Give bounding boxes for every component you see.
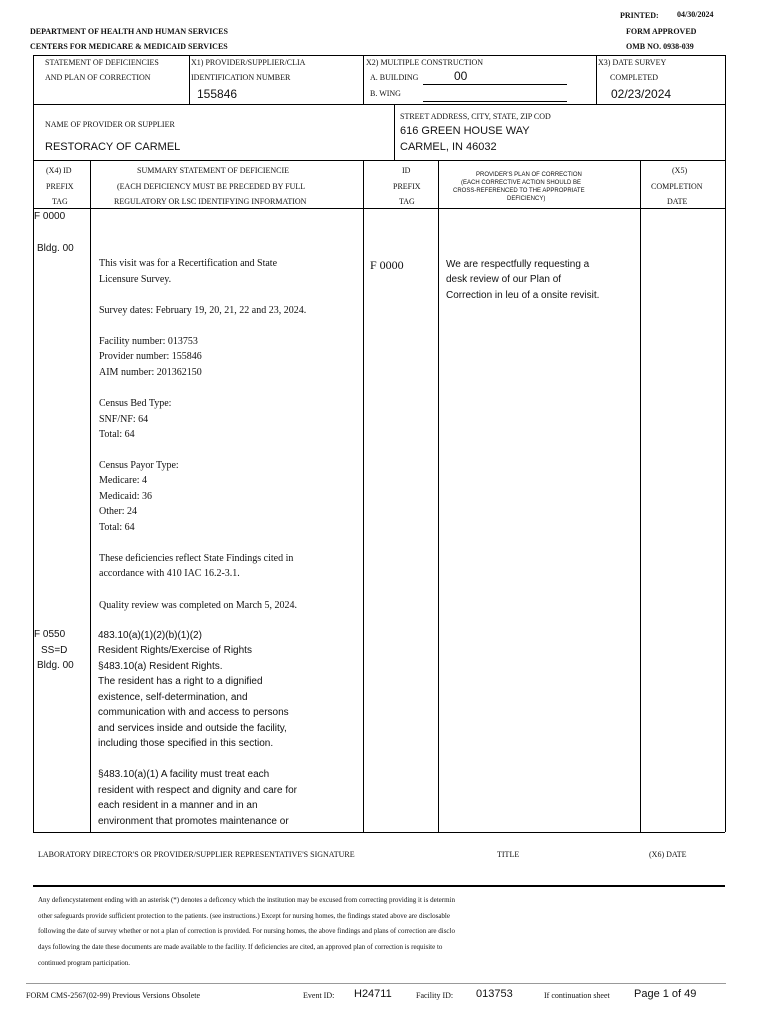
- event-id-value: H24711: [354, 988, 392, 1000]
- plan-header-2: (EACH CORRECTIVE ACTION SHOULD BE: [461, 180, 582, 186]
- plan-header-1: PROVIDER'S PLAN OF CORRECTION: [476, 172, 582, 178]
- id-header-3: TAG: [399, 197, 415, 206]
- cms-title: CENTERS FOR MEDICARE & MEDICAID SERVICES: [30, 42, 228, 51]
- id-header-1: ID: [402, 166, 411, 175]
- x1-label-1: X1) PROVIDER/SUPPLIER/CLIA: [191, 58, 306, 67]
- statement-label-1: STATEMENT OF DEFICIENCIES: [45, 58, 159, 67]
- regulation-line-9: §483.10(a)(1) A facility must treat each: [98, 769, 270, 780]
- x3-label: X3) DATE SURVEY: [598, 58, 667, 67]
- address-label: STREET ADDRESS, CITY, STATE, ZIP COD: [400, 112, 551, 121]
- survey-dates: Survey dates: February 19, 20, 21, 22 and 23, 2024.: [99, 305, 307, 316]
- tag-f0000-right: F 0000: [370, 258, 404, 272]
- page-number: Page 1 of 49: [634, 988, 697, 1000]
- x4-header-3: TAG: [52, 197, 68, 206]
- x1-label-2: IDENTIFICATION NUMBER: [191, 73, 291, 82]
- footer-divider: [26, 983, 726, 984]
- facility-id-value: 013753: [476, 988, 513, 1000]
- statement-label-2: AND PLAN OF CORRECTION: [45, 73, 151, 82]
- regulation-line-2: Resident Rights/Exercise of Rights: [98, 645, 252, 656]
- signature-date-label: (X6) DATE: [649, 850, 687, 859]
- census-bed-label: Census Bed Type:: [99, 398, 172, 409]
- x5-header-1: (X5): [672, 166, 688, 175]
- regulation-line-10: resident with respect and dignity and care for: [98, 785, 297, 796]
- regulation-line-1: 483.10(a)(1)(2)(b)(1)(2): [98, 630, 202, 641]
- disclaimer-line-5: continued program participation.: [38, 959, 130, 967]
- x4-header-1: (X4) ID: [46, 166, 72, 175]
- plan-header-3: CROSS-REFERENCED TO THE APPROPRIATE: [453, 188, 585, 194]
- snf-count: SNF/NF: 64: [99, 414, 149, 425]
- disclaimer-line-4: days following the date these documents are made available to the facility. If deficiencies are cited, an approved plan of correction is requisite to: [38, 943, 443, 951]
- bed-total: Total: 64: [99, 429, 135, 440]
- survey-date-value: 02/23/2024: [611, 87, 672, 101]
- census-payor-label: Census Payor Type:: [99, 460, 179, 471]
- regulation-line-4: The resident has a right to a dignified: [98, 676, 263, 687]
- form-number: FORM CMS-2567(02-99) Previous Versions Obsolete: [26, 991, 201, 1000]
- printed-date: 04/30/2024: [677, 10, 714, 19]
- wing-label: B. WING: [370, 89, 401, 98]
- omb-number: OMB NO. 0938-039: [626, 42, 694, 51]
- facility-number: Facility number: 013753: [99, 336, 198, 347]
- event-id-label: Event ID:: [303, 991, 335, 1000]
- disclaimer-line-2: other safeguards provide sufficient protection to the patients. (see instructions.) Except for nursing homes, the findings stated above are disclosable: [38, 912, 450, 920]
- tag-f0550: F 0550: [34, 629, 66, 640]
- plan-line-1: We are respectfully requesting a: [446, 259, 590, 270]
- form-approved: FORM APPROVED: [626, 27, 697, 36]
- building-tag-1: Bldg. 00: [37, 243, 74, 254]
- facility-id-label: Facility ID:: [416, 991, 454, 1000]
- completed-label: COMPLETED: [610, 73, 658, 82]
- visit-line-2: Licensure Survey.: [99, 274, 172, 285]
- title-label: TITLE: [497, 850, 520, 859]
- x5-header-3: DATE: [667, 197, 688, 206]
- regulation-line-3: §483.10(a) Resident Rights.: [98, 661, 223, 672]
- plan-line-3: Correction in leu of a onsite revisit.: [446, 290, 600, 301]
- findings-line-1: These deficiencies reflect State Findings cited in: [99, 553, 294, 564]
- regulation-line-8: including those specified in this section.: [98, 738, 274, 749]
- address-line-1: 616 GREEN HOUSE WAY: [400, 125, 530, 137]
- disclaimer-line-3: following the date of survey whether or not a plan of correction is provided. For nursing homes, the above findings and plans of correction are disclo: [38, 927, 455, 935]
- tag-f0000-left: F 0000: [34, 211, 66, 222]
- disclaimer-line-1: Any defiencystatement ending with an asterisk (*) denotes a deficency which the institution may be excused from correcting providing it is determin: [38, 896, 455, 904]
- signature-label: LABORATORY DIRECTOR'S OR PROVIDER/SUPPLIER REPRESENTATIVE'S SIGNATURE: [38, 850, 355, 859]
- regulation-line-12: environment that promotes maintenance or: [98, 816, 289, 827]
- department-title: DEPARTMENT OF HEALTH AND HUMAN SERVICES: [30, 27, 228, 36]
- x4-header-2: PREFIX: [46, 182, 74, 191]
- x2-label: X2) MULTIPLE CONSTRUCTION: [366, 58, 484, 67]
- payor-total: Total: 64: [99, 522, 135, 533]
- building-value: 00: [454, 69, 468, 83]
- quality-review: Quality review was completed on March 5, 2024.: [99, 600, 298, 611]
- visit-line-1: This visit was for a Recertification and State: [99, 258, 278, 269]
- provider-name-value: RESTORACY OF CARMEL: [45, 141, 181, 153]
- regulation-line-6: communication with and access to persons: [98, 707, 289, 718]
- medicaid-count: Medicaid: 36: [99, 491, 153, 502]
- summary-header-1: SUMMARY STATEMENT OF DEFICIENCIE: [137, 166, 290, 175]
- medicare-count: Medicare: 4: [99, 475, 148, 486]
- regulation-line-5: existence, self-determination, and: [98, 692, 248, 703]
- signature-divider: [33, 885, 725, 887]
- other-count: Other: 24: [99, 506, 138, 517]
- summary-header-3: REGULATORY OR LSC IDENTIFYING INFORMATION: [114, 197, 307, 206]
- findings-line-2: accordance with 410 IAC 16.2-3.1.: [99, 568, 240, 579]
- plan-line-2: desk review of our Plan of: [446, 274, 562, 285]
- provider-name-label: NAME OF PROVIDER OR SUPPLIER: [45, 120, 175, 129]
- x5-header-2: COMPLETION: [651, 182, 703, 191]
- regulation-line-11: each resident in a manner and in an: [98, 800, 258, 811]
- provider-number: Provider number: 155846: [99, 351, 202, 362]
- plan-header-4: DEFICIENCY): [507, 196, 546, 202]
- building-tag-2: Bldg. 00: [37, 660, 74, 671]
- address-line-2: CARMEL, IN 46032: [400, 141, 497, 153]
- id-header-2: PREFIX: [393, 182, 421, 191]
- severity-scope: SS=D: [41, 645, 68, 656]
- provider-id-value: 155846: [197, 87, 238, 101]
- continuation-label: If continuation sheet: [544, 991, 610, 1000]
- regulation-line-7: and services inside and outside the facility,: [98, 723, 287, 734]
- summary-header-2: (EACH DEFICIENCY MUST BE PRECEDED BY FULL: [117, 182, 306, 191]
- printed-label: PRINTED:: [620, 11, 659, 20]
- building-label: A. BUILDING: [370, 73, 419, 82]
- aim-number: AIM number: 201362150: [99, 367, 202, 378]
